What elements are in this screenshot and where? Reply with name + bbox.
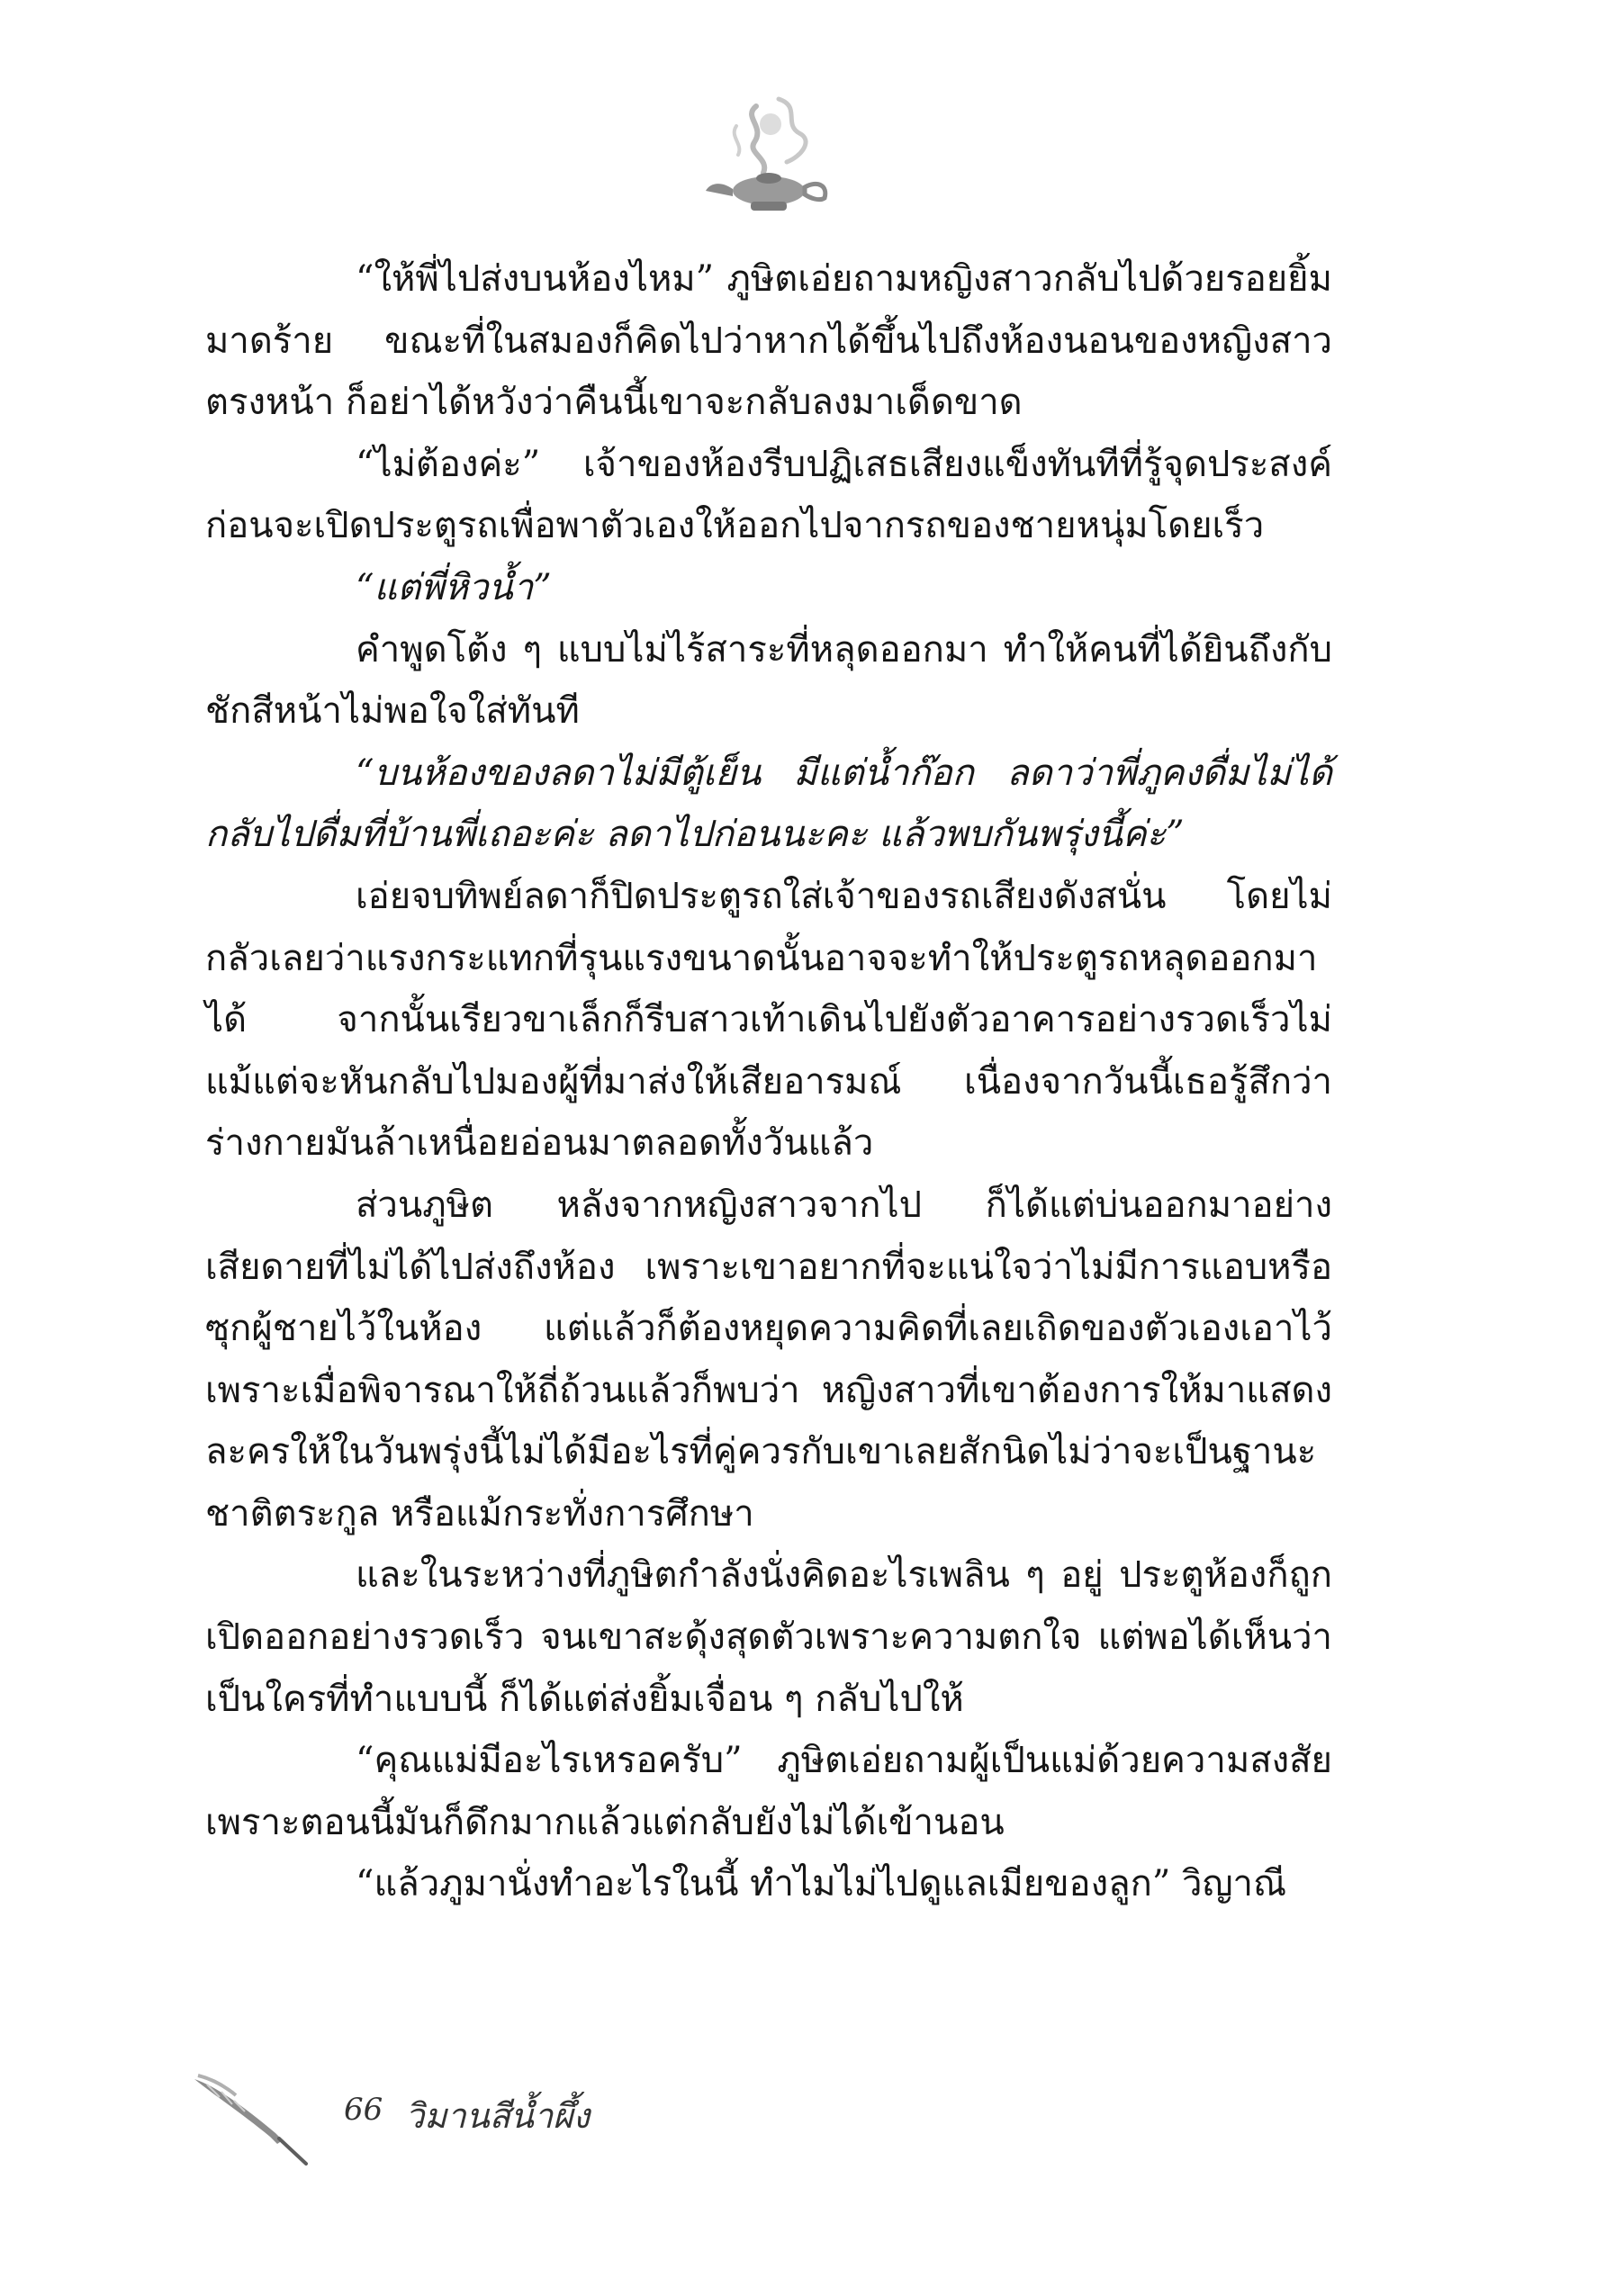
paragraph: เอ่ยจบทิพย์ลดาก็ปิดประตูรถใส่เจ้าของรถเสียงดังสนั่น โดยไม่กลัวเลยว่าแรงกระแทกที่รุนแรงขนาดนั้นอาจจะทำให้ประตูรถหลุดออกมาได้ จากนั้นเรียวขาเล็กก็รีบสาวเท้าเดินไปยังตัวอาคารอย่างรวดเร็วไม่แม้แต่จะหันกลับไปมองผู้ที่มาส่งให้เสียอารมณ์ เนื่องจากวันนี้เธอรู้สึกว่าร่างกายมันล้าเหนื่อยอ่อนมาตลอดทั้งวันแล้ว (205, 875, 1332, 1165)
paragraph: “คุณแม่มีอะไรเหรอครับ” ภูษิตเอ่ยถามผู้เป็นแม่ด้วยความสงสัย เพราะตอนนี้มันก็ดึกมากแล้วแต่กลับยังไม่ได้เข้านอน (205, 1740, 1332, 1843)
paragraph: “ไม่ต้องค่ะ” เจ้าของห้องรีบปฏิเสธเสียงแข็งทันทีที่รู้จุดประสงค์ก่อนจะเปิดประตูรถเพื่อพาตัวเองให้ออกไปจากรถของชายหนุ่มโดยเร็ว (205, 443, 1332, 547)
body-text (205, 248, 1332, 1915)
page-footer (189, 2070, 819, 2169)
paragraph: “ให้พี่ไปส่งบนห้องไหม” ภูษิตเอ่ยถามหญิงสาวกลับไปด้วยรอยยิ้มมาดร้าย ขณะที่ในสมองก็คิดไปว่าหากได้ขึ้นไปถึงห้องนอนของหญิงสาวตรงหน้า ก็อย่าได้หวังว่าคืนนี้เขาจะกลับลงมาเด็ดขาด (205, 258, 1332, 424)
paragraph: “แล้วภูมานั่งทำอะไรในนี้ ทำไมไม่ไปดูแลเมียของลูก” วิญาณี (356, 1863, 1287, 1905)
paragraph: “แต่พี่หิวน้ำ” (356, 566, 552, 608)
genie-lamp-icon (693, 90, 846, 225)
page-number: 66 (344, 2092, 383, 2128)
paragraph: ส่วนภูษิต หลังจากหญิงสาวจากไป ก็ได้แต่บ่นออกมาอย่างเสียดายที่ไม่ได้ไปส่งถึงห้อง เพราะเขาอยากที่จะแน่ใจว่าไม่มีการแอบหรือซุกผู้ชายไว้ในห้อง แต่แล้วก็ต้องหยุดความคิดที่เลยเถิดของตัวเองเอาไว้ เพราะเมื่อพิจารณาให้ถี่ถ้วนแล้วก็พบว่า หญิงสาวที่เขาต้องการให้มาแสดงละครให้ในวันพรุ่งนี้ไม่ได้มีอะไรที่คู่ควรกับเขาเลยสักนิดไม่ว่าจะเป็นฐานะ ชาติตระกูล หรือแม้กระทั่งการศึกษา (205, 1184, 1332, 1535)
paragraph: คำพูดโต้ง ๆ แบบไม่ไร้สาระที่หลุดออกมา ทำให้คนที่ได้ยินถึงกับชักสีหน้าไม่พอใจใส่ทันที (205, 628, 1332, 733)
book-title: วิมานสีน้ำผึ้ง (405, 2096, 591, 2136)
quill-pen-icon (189, 2070, 315, 2169)
paragraph: “บนห้องของลดาไม่มีตู้เย็น มีแต่น้ำก๊อก ลดาว่าพี่ภูคงดื่มไม่ได้ กลับไปดื่มที่บ้านพี่เถอะค่ะ ลดาไปก่อนนะคะ แล้วพบกันพรุ่งนี้ค่ะ” (205, 752, 1332, 856)
paragraph: และในระหว่างที่ภูษิตกำลังนั่งคิดอะไรเพลิน ๆ อยู่ ประตูห้องก็ถูกเปิดออกอย่างรวดเร็ว จนเขาสะดุ้งสุดตัวเพราะความตกใจ แต่พอได้เห็นว่าเป็นใครที่ทำแบบนี้ ก็ได้แต่ส่งยิ้มเจื่อน ๆ กลับไปให้ (205, 1554, 1332, 1720)
